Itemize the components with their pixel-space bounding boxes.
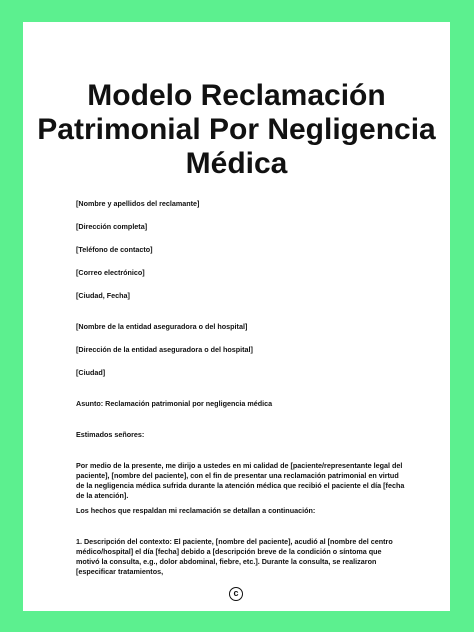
document-title-line-2: Patrimonial Por Negligencia <box>37 113 436 146</box>
document-title-line-1: Modelo Reclamación <box>87 79 386 112</box>
recipient-address: [Dirección de la entidad aseguradora o del hospital] <box>76 345 253 354</box>
document-page <box>23 22 450 611</box>
sender-phone: [Teléfono de contacto] <box>76 245 153 254</box>
sender-city-date: [Ciudad, Fecha] <box>76 291 130 300</box>
document-title-line-3: Médica <box>185 147 288 180</box>
document-title <box>23 79 450 181</box>
facts-intro: Los hechos que respaldan mi reclamación se detallan a continuación: <box>76 506 316 515</box>
recipient-city: [Ciudad] <box>76 368 106 377</box>
fact-1-paragraph: 1. Descripción del contexto: El paciente, [nombre del paciente], acudió al [nombre del centro médico/hospital] el día [fecha] debido a [descripción breve de la condición o síntoma que motivó la consulta, e.g., dolor abdominal, fiebre, etc.]. Durante la consulta, se realizaron [especificar tratamientos, <box>76 537 393 576</box>
greeting: Estimados señores: <box>76 430 145 439</box>
recipient-entity: [Nombre de la entidad aseguradora o del hospital] <box>76 322 248 331</box>
subject-line: Asunto: Reclamación patrimonial por negligencia médica <box>76 399 273 408</box>
intro-paragraph: Por medio de la presente, me dirijo a ustedes en mi calidad de [paciente/representante legal del paciente], [nombre del paciente], con el fin de presentar una reclamación patrimonial en virtud de la negligencia médica sufrida durante la atención médica que recibió el paciente el día [fecha de la atención]. <box>76 461 405 500</box>
sender-name: [Nombre y apellidos del reclamante] <box>76 199 200 208</box>
sender-address: [Dirección completa] <box>76 222 148 231</box>
copyright-icon: c <box>229 587 243 601</box>
sender-email: [Correo electrónico] <box>76 268 145 277</box>
